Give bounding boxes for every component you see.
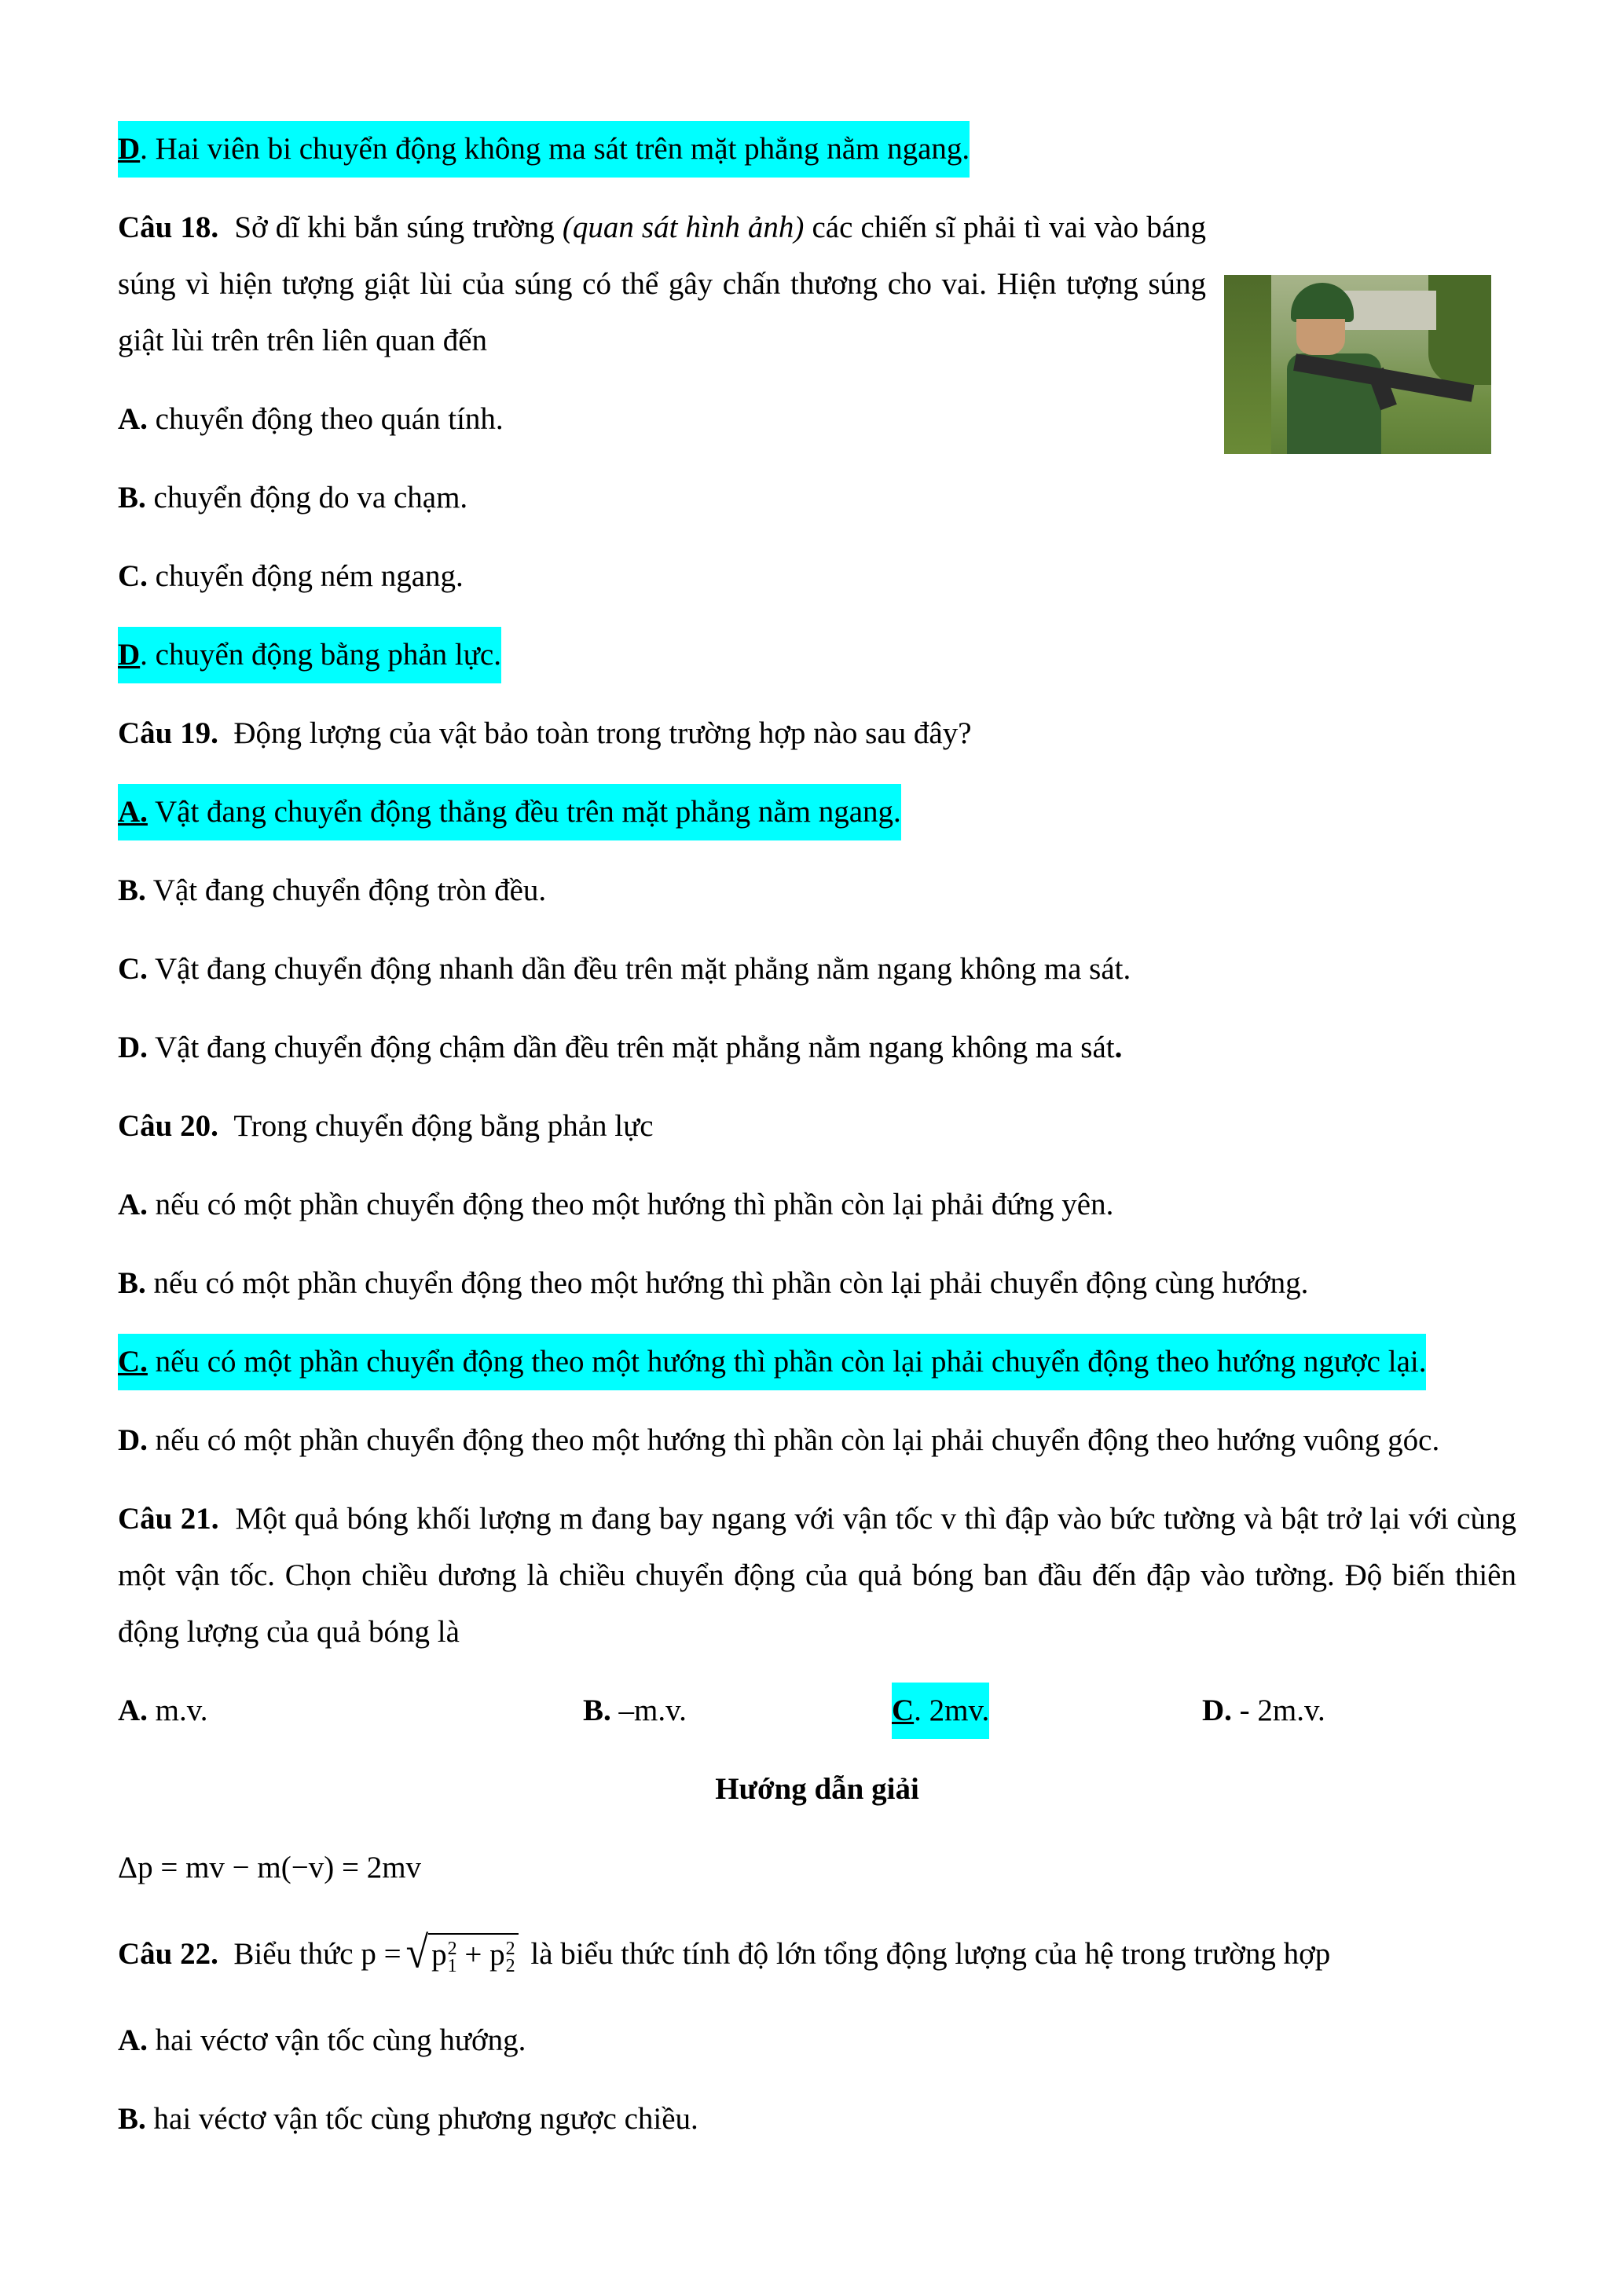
q22-option-a <box>118 2001 1516 2080</box>
option-text: –m.v. <box>610 1694 687 1727</box>
option-tail: . <box>1114 1031 1123 1064</box>
option-letter: D <box>118 132 141 166</box>
p2-indices <box>506 1940 515 1975</box>
p2-index: 2 <box>505 1956 515 1977</box>
option-text: - 2m.v. <box>1231 1694 1325 1727</box>
q17-option-d-highlight <box>118 121 970 178</box>
option-letter: C. <box>118 1345 148 1379</box>
option-letter: A. <box>118 795 148 829</box>
option-text: nếu có một phần chuyển động theo một hướng thì phần còn lại phải chuyển động theo hướng vuông góc. <box>147 1423 1440 1457</box>
question-text: Động lượng của vật bảo toàn trong trường hợp nào sau đây? <box>233 716 972 750</box>
option-letter: D <box>118 638 141 672</box>
question-21-text <box>118 1480 1516 1672</box>
option-text: m.v. <box>147 1694 208 1727</box>
question-19 <box>118 694 1516 1087</box>
q22-option-b <box>118 2080 1516 2159</box>
q18-option-c <box>118 537 1516 616</box>
question-text: Trong chuyển động bằng phản lực <box>233 1109 654 1143</box>
question-text: Biểu thức <box>233 1937 354 1971</box>
option-text: Vật đang chuyển động thẳng đều trên mặt phẳng nằm ngang. <box>147 795 901 829</box>
q20-option-a <box>118 1166 1516 1244</box>
option-letter: A. <box>118 2023 148 2057</box>
question-italic-note: (quan sát hình ảnh) <box>562 211 805 244</box>
question-label: Câu 20. <box>118 1109 218 1143</box>
q21-option-c <box>892 1683 989 1739</box>
answer-highlight <box>118 627 501 683</box>
p1-indices <box>448 1940 457 1975</box>
question-18-text <box>118 189 1206 380</box>
option-letter: B. <box>118 1266 146 1300</box>
option-letter: C <box>892 1694 915 1727</box>
answer-highlight <box>118 1334 1426 1390</box>
q18-option-b <box>118 459 1516 537</box>
option-letter: B. <box>583 1694 611 1727</box>
formula-lhs: p = <box>361 1937 401 1971</box>
question-19-text <box>118 694 1516 773</box>
radicand <box>428 1933 519 1976</box>
p2-power: 2 <box>505 1939 515 1960</box>
q21-options <box>118 1672 1516 1750</box>
radical-sign: √ <box>405 1928 429 1978</box>
option-text: nếu có một phần chuyển động theo một hướng thì phần còn lại phải chuyển động theo hướng ngược lại. <box>147 1345 1427 1379</box>
q19-option-b <box>118 851 1516 930</box>
q19-option-c <box>118 930 1516 1009</box>
option-text: Vật đang chuyển động nhanh dần đều trên mặt phẳng nằm ngang không ma sát. <box>147 952 1131 986</box>
option-letter: A. <box>118 1694 148 1727</box>
question-text: Một quả bóng khối lượng m đang bay ngang với vận tốc v thì đập vào bức tường và bật trở lại với cùng một vận tốc. Chọn chiều dương là chiều chuyển động của quả bóng ban đầu đến đập vào tường. Độ biến thiên động lượng của quả bóng là <box>118 1502 1516 1649</box>
option-letter: D. <box>1202 1694 1232 1727</box>
question-label: Câu 19. <box>118 716 218 750</box>
q18-option-d <box>118 616 1516 694</box>
p1-index: 1 <box>447 1956 457 1977</box>
p1-symbol: p <box>431 1938 447 1972</box>
soldier-rifle-photo <box>1224 275 1491 454</box>
document-page <box>118 110 1516 2159</box>
question-20-text <box>118 1087 1516 1166</box>
q21-option-a <box>118 1683 207 1739</box>
question-22-text <box>118 1907 1516 2001</box>
option-letter: D. <box>118 1031 148 1064</box>
question-21 <box>118 1480 1516 1907</box>
option-text: . chuyển động bằng phản lực. <box>140 638 501 672</box>
option-letter: A. <box>118 1188 148 1221</box>
option-letter: B. <box>118 481 146 514</box>
option-letter: C. <box>118 952 148 986</box>
option-text: Vật đang chuyển động tròn đều. <box>145 873 547 907</box>
question-text-cont: là biểu thức tính độ lớn tổng động lượng của hệ trong trường hợp <box>530 1937 1331 1971</box>
option-letter: B. <box>118 2102 146 2136</box>
q21-option-d <box>1202 1683 1325 1739</box>
formula-text: Δp = mv − m(−v) = 2mv <box>118 1851 422 1884</box>
q20-option-b <box>118 1244 1516 1323</box>
question-label: Câu 22. <box>118 1937 218 1971</box>
option-text: chuyển động theo quán tính. <box>147 402 504 436</box>
option-text: hai véctơ vận tốc cùng hướng. <box>147 2023 526 2057</box>
q20-option-d <box>118 1401 1516 1480</box>
q17-option-d <box>118 110 1516 189</box>
option-letter: B. <box>118 873 146 907</box>
p1-power: 2 <box>447 1939 457 1960</box>
option-text: Vật đang chuyển động chậm dần đều trên mặt phẳng nằm ngang không ma sát <box>147 1031 1115 1064</box>
question-text: Sở dĩ khi bắn súng trường <box>234 211 555 244</box>
option-text: nếu có một phần chuyển động theo một hướng thì phần còn lại phải đứng yên. <box>147 1188 1114 1221</box>
plus-sign: + <box>456 1938 490 1972</box>
question-label: Câu 18. <box>118 211 219 244</box>
option-letter: D. <box>118 1423 148 1457</box>
sqrt-formula <box>405 1928 519 1978</box>
option-text: . Hai viên bi chuyển động không ma sát trên mặt phẳng nằm ngang. <box>140 132 970 166</box>
q20-option-c <box>118 1323 1516 1401</box>
question-22 <box>118 1907 1516 2159</box>
q19-option-d <box>118 1009 1516 1087</box>
p2-symbol: p <box>489 1938 505 1972</box>
option-letter: A. <box>118 402 148 436</box>
answer-highlight <box>118 784 901 840</box>
solution-title: Hướng dẫn giải <box>715 1772 919 1806</box>
q21-option-b <box>583 1683 687 1739</box>
question-20 <box>118 1087 1516 1480</box>
option-letter: C. <box>118 559 148 593</box>
q19-option-a <box>118 773 1516 851</box>
solution-formula <box>118 1829 1516 1907</box>
option-text: chuyển động ném ngang. <box>147 559 464 593</box>
question-18 <box>118 189 1516 694</box>
option-text: nếu có một phần chuyển động theo một hướng thì phần còn lại phải chuyển động cùng hướng. <box>145 1266 1309 1300</box>
option-text: . 2mv. <box>914 1694 990 1727</box>
question-text-cont: các chiến sĩ phải tì vai vào báng súng vì hiện tượng giật lùi của súng có thể gây chấn thương cho vai. Hiện tượng súng giật lùi trên trên liên quan đến <box>118 211 1207 357</box>
question-label: Câu 21. <box>118 1502 219 1536</box>
solution-heading <box>118 1750 1516 1829</box>
option-text: chuyển động do va chạm. <box>145 481 468 514</box>
option-text: hai véctơ vận tốc cùng phương ngược chiều. <box>145 2102 698 2136</box>
